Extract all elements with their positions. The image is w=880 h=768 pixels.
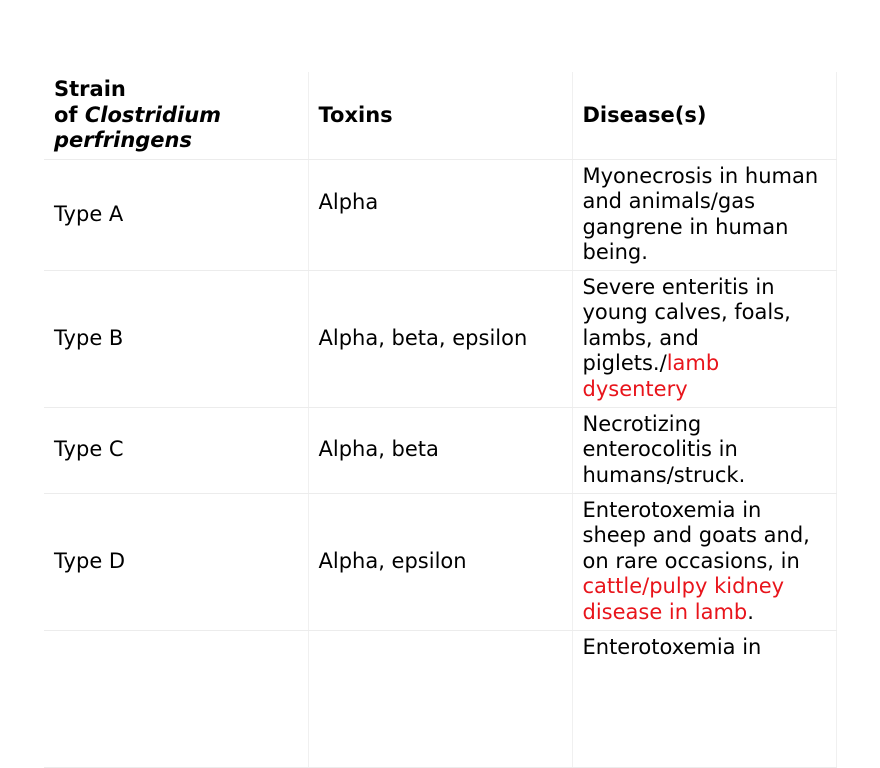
strain-cell	[44, 630, 308, 767]
table-row	[44, 159, 836, 270]
toxins-cell	[308, 630, 572, 767]
disease-cell: Myonecrosis in human and animals/gas gangrene in human being.	[572, 159, 836, 270]
table-row	[44, 493, 836, 630]
table-header-row	[44, 72, 836, 159]
strain-cell: Type A	[44, 159, 308, 270]
header-diseases: Disease(s)	[572, 72, 836, 159]
disease-cell: Enterotoxemia in	[572, 630, 836, 767]
clostridium-strains-table	[44, 72, 837, 768]
strain-cell: Type C	[44, 407, 308, 493]
strain-cell: Type D	[44, 493, 308, 630]
strain-cell: Type B	[44, 270, 308, 407]
toxins-cell: Alpha, epsilon	[308, 493, 572, 630]
table-row	[44, 270, 836, 407]
disease-cell: Severe enteritis in young calves, foals, lambs, and piglets./lamb dysentery	[572, 270, 836, 407]
toxins-cell: Alpha	[308, 159, 572, 270]
disease-cell: Enterotoxemia in sheep and goats and, on rare occasions, in cattle/pulpy kidney disease in lamb.	[572, 493, 836, 630]
toxins-cell: Alpha, beta, epsilon	[308, 270, 572, 407]
table-row	[44, 630, 836, 767]
header-strain: Strain of Clostridium perfringens	[44, 72, 308, 159]
toxins-cell: Alpha, beta	[308, 407, 572, 493]
disease-cell: Necrotizing enterocolitis in humans/struck.	[572, 407, 836, 493]
header-toxins: Toxins	[308, 72, 572, 159]
table-row	[44, 407, 836, 493]
